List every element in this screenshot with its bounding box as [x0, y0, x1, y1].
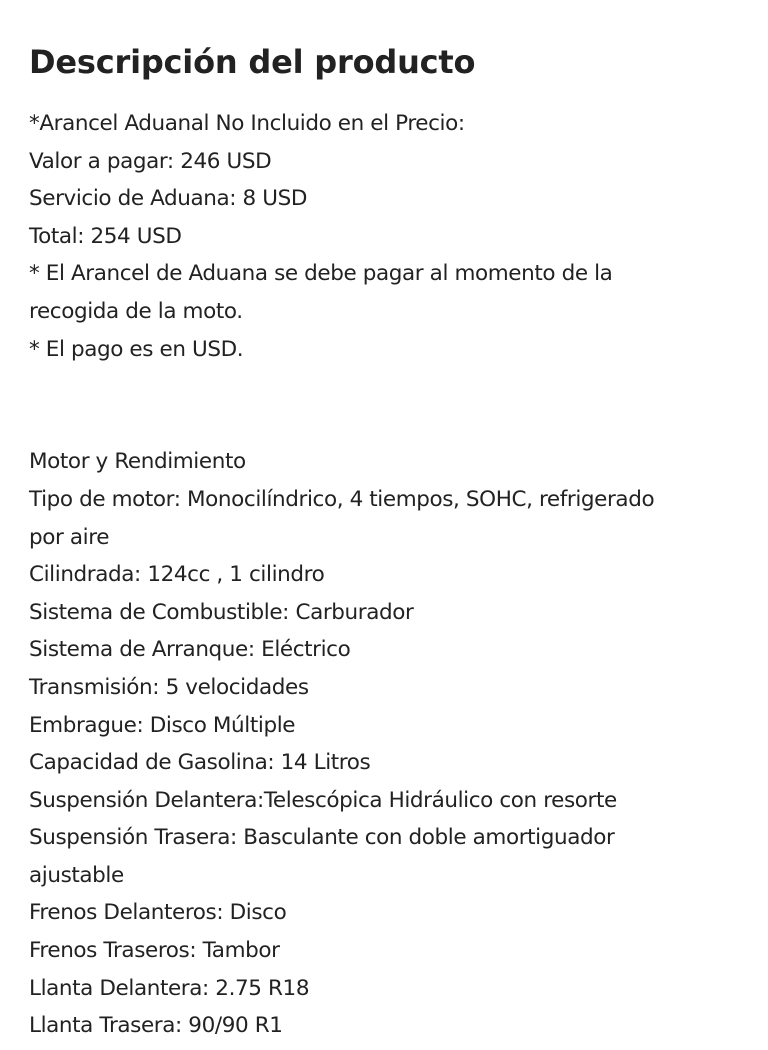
- product-description-section: [29, 40, 749, 1045]
- spec-front-brakes: Frenos Delanteros: Disco: [29, 900, 287, 926]
- customs-payment-note-line-2: recogida de la moto.: [29, 298, 243, 324]
- blank-line: [29, 368, 749, 406]
- spec-engine-type-line-2: por aire: [29, 524, 110, 550]
- blank-line: [29, 406, 749, 444]
- customs-payment-note-line-1: * El Arancel de Aduana se debe pagar al momento de la: [29, 261, 613, 287]
- spec-front-suspension: Suspensión Delantera:Telescópica Hidráulico con resorte: [29, 787, 617, 813]
- spec-front-tire: Llanta Delantera: 2.75 R18: [29, 975, 310, 1001]
- spec-transmission: Transmisión: 5 velocidades: [29, 674, 309, 700]
- spec-rear-tire: Llanta Trasera: 90/90 R1: [29, 1013, 283, 1039]
- total-line: Total: 254 USD: [29, 223, 182, 249]
- spec-rear-suspension-line-2: ajustable: [29, 862, 124, 888]
- description-text: [29, 105, 749, 1045]
- customs-note-heading: *Arancel Aduanal No Incluido en el Precio:: [29, 111, 465, 136]
- amount-to-pay-line: Valor a pagar: 246 USD: [29, 148, 272, 174]
- spec-starter: Sistema de Arranque: Eléctrico: [29, 637, 351, 663]
- spec-rear-brakes: Frenos Traseros: Tambor: [29, 938, 280, 964]
- spec-displacement: Cilindrada: 124cc , 1 cilindro: [29, 562, 325, 588]
- customs-service-line: Servicio de Aduana: 8 USD: [29, 186, 308, 212]
- spec-fuel-capacity: Capacidad de Gasolina: 14 Litros: [29, 750, 371, 776]
- section-title: Descripción del producto: [29, 43, 476, 81]
- spec-engine-type-line-1: Tipo de motor: Monocilíndrico, 4 tiempos, SOHC, refrigerado: [29, 486, 655, 512]
- payment-currency-note: * El pago es en USD.: [29, 336, 244, 362]
- spec-fuel-system: Sistema de Combustible: Carburador: [29, 599, 414, 625]
- specs-heading: Motor y Rendimiento: [29, 449, 246, 475]
- spec-clutch: Embrague: Disco Múltiple: [29, 712, 296, 738]
- spec-rear-suspension-line-1: Suspensión Trasera: Basculante con doble amortiguador: [29, 825, 615, 851]
